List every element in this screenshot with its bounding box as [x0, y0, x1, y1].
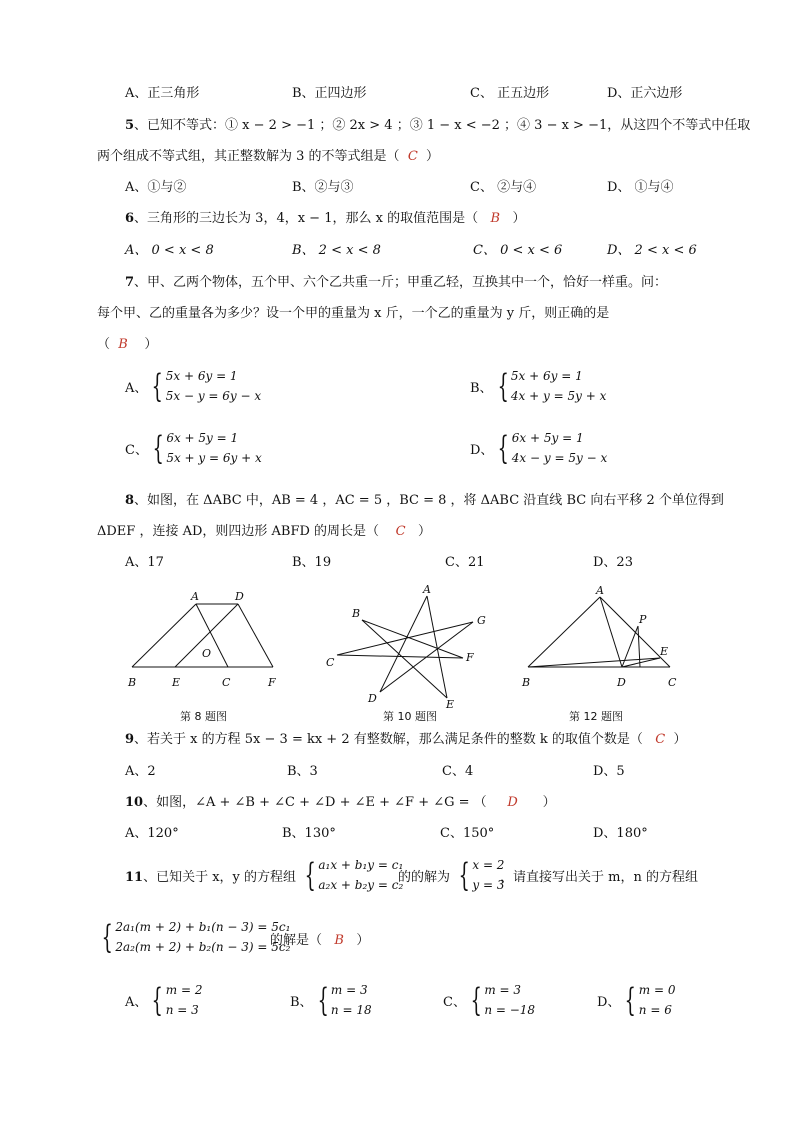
fig8-caption: 第 8 题图 [180, 710, 227, 723]
q11-option-c-label: C、 [443, 994, 466, 1010]
left-brace-icon: { [497, 367, 509, 405]
left-brace-icon: { [304, 856, 316, 894]
fig12-label-c: C [668, 676, 677, 689]
q8-number: 8 [125, 493, 135, 508]
q11-text-a: 、已知关于 x，y 的方程组 [143, 870, 297, 885]
q7-option-a-label: A、 [125, 380, 148, 396]
fig12-label-e: E [660, 645, 669, 658]
fig8-label-d: D [235, 590, 244, 603]
q7-option-a[interactable] [125, 366, 261, 406]
left-brace-icon: { [151, 981, 164, 1019]
fig8-label-a: A [191, 590, 199, 603]
q7-open: （ [97, 337, 111, 352]
q11-option-a-eq1: m = 2 [165, 983, 203, 997]
q7-option-b[interactable] [470, 366, 606, 406]
q8-option-a[interactable]: A、17 [125, 555, 164, 570]
fig10-label-a: A [423, 583, 431, 596]
fig12-label-d: D [617, 676, 626, 689]
q11-option-c-eq2: n = −18 [484, 1003, 536, 1017]
q5-number: 5 [125, 118, 135, 133]
fig12-caption: 第 12 题图 [569, 710, 623, 723]
q11-answer: B [334, 933, 344, 948]
q9-option-d[interactable]: D、5 [593, 764, 625, 779]
q8-answer: C [395, 524, 406, 539]
q7-stem-line3 [97, 333, 157, 352]
q7-answer: B [118, 337, 128, 352]
q11-sys2-eq1: x = 2 [472, 858, 505, 872]
q9-stem [125, 728, 687, 747]
q5-close: ） [426, 149, 440, 164]
fig10-line-bf [362, 620, 463, 658]
q7-option-b-eq1: 5x + 6y = 1 [510, 369, 583, 383]
q11-text-c: ，请直接写出关于 m，n 的方程组 [500, 870, 698, 885]
q7-stem-line2: 每个甲、乙的重量各为多少？设一个甲的重量为 x 斤，一个乙的重量为 y 斤，则正确的是 [97, 306, 610, 321]
q11-text-b: 的的解为 [398, 870, 451, 885]
q10-option-c[interactable]: C、150° [440, 826, 495, 841]
q5-option-b[interactable]: B、②与③ [292, 180, 354, 195]
q11-option-d-eq2: n = 6 [638, 1003, 672, 1017]
q11-option-a-label: A、 [125, 994, 148, 1010]
q11-option-c-eq1: m = 3 [484, 983, 522, 997]
fig10-line-gc [337, 622, 473, 655]
q7-stem-line1 [125, 271, 667, 290]
q11-text-d: 的解是（ [270, 933, 323, 948]
fig8-line-ac [196, 604, 228, 667]
q11-option-b-label: B、 [290, 994, 313, 1010]
fig12-line-dp [622, 626, 638, 667]
q5-option-a[interactable]: A、①与② [125, 180, 187, 195]
q8-close: ） [417, 524, 431, 539]
q11-stem-line1a [125, 866, 296, 885]
fig12-line-be [528, 658, 660, 667]
q7-text1: 、甲、乙两个物体，五个甲、六个乙共重一斤；甲重乙轻，互换其中一个，恰好一样重。问： [134, 275, 668, 290]
q9-option-a[interactable]: A、2 [125, 764, 156, 779]
q6-stem [125, 207, 525, 226]
q7-option-d-eq2: 4x − y = 5y − x [511, 451, 608, 465]
q7-option-a-eq1: 5x + 6y = 1 [165, 369, 238, 383]
q4-option-a[interactable]: A、正三角形 [125, 86, 200, 101]
q6-number: 6 [125, 211, 135, 226]
fig10-line-gd [380, 622, 473, 692]
q10-answer: D [507, 795, 518, 810]
left-brace-icon: { [101, 918, 113, 956]
q7-option-b-label: B、 [470, 380, 493, 396]
q9-option-b[interactable]: B、3 [287, 764, 318, 779]
q7-option-c[interactable] [125, 428, 262, 468]
fig8-label-f: F [268, 676, 276, 689]
q11-system-3 [97, 917, 290, 957]
q6-option-c[interactable]: C、 0 < x < 6 [473, 243, 563, 258]
q11-system-2 [454, 855, 504, 895]
left-brace-icon: { [470, 981, 482, 1019]
q11-option-d-eq1: m = 0 [638, 983, 676, 997]
left-brace-icon: { [498, 429, 510, 467]
q5-text1: 、已知不等式：① x − 2 > −1 ；② 2x > 4 ；③ 1 − x < −2 ；④ 3 − x > −1，从这四个不等式中任取 [134, 118, 751, 133]
q7-close: ） [144, 337, 158, 352]
fig8-label-o: O [202, 647, 212, 660]
q7-option-d-label: D、 [470, 442, 494, 458]
q6-option-d[interactable]: D、 2 < x < 6 [607, 243, 697, 258]
q7-option-b-eq2: 4x + y = 5y + x [510, 389, 607, 403]
q8-option-c[interactable]: C、21 [445, 555, 485, 570]
left-brace-icon: { [317, 981, 329, 1019]
fig12-line-de [622, 658, 660, 667]
left-brace-icon: { [151, 367, 164, 405]
q6-option-a[interactable]: A、 0 < x < 8 [125, 243, 214, 258]
q8-stem-line1 [125, 489, 724, 508]
q9-close: ） [673, 732, 687, 747]
fig10-line-cf [337, 655, 463, 658]
q10-option-d[interactable]: D、180° [593, 826, 648, 841]
fig12-line-ba [528, 597, 600, 667]
fig10-label-c: C [326, 656, 335, 669]
q6-close: ） [512, 211, 526, 226]
fig12-label-p: P [639, 613, 647, 626]
q10-option-a[interactable]: A、120° [125, 826, 179, 841]
fig8-line-df [238, 604, 273, 667]
fig10-label-b: B [352, 607, 361, 620]
q7-option-d-eq1: 6x + 5y = 1 [511, 431, 584, 445]
q11-close: ） [356, 933, 370, 948]
left-brace-icon: { [625, 981, 637, 1019]
q8-option-d[interactable]: D、23 [593, 555, 633, 570]
fig10-label-d: D [368, 692, 377, 705]
fig8-label-c: C [222, 676, 231, 689]
fig8-label-b: B [128, 676, 137, 689]
q10-number: 10 [125, 795, 144, 810]
q9-answer: C [655, 732, 666, 747]
fig10-label-f: F [466, 651, 474, 664]
q7-option-c-eq2: 5x + y = 6y + x [166, 451, 262, 465]
q11-option-a-eq2: n = 3 [165, 1003, 199, 1017]
q8-text1: 、如图，在 ΔABC 中，AB = 4 ，AC = 5 ，BC = 8 ，将 ΔABC 沿直线 BC 向右平移 2 个单位得到 [134, 493, 724, 508]
q10-stem [125, 791, 556, 810]
q7-option-c-label: C、 [125, 442, 148, 458]
q11-option-a[interactable] [125, 980, 202, 1020]
fig10-label-e: E [446, 698, 455, 711]
q7-option-c-eq1: 6x + 5y = 1 [166, 431, 239, 445]
fig12-line-ad [600, 597, 622, 667]
left-brace-icon: { [152, 429, 164, 467]
fig12-line-pc [638, 626, 640, 667]
q4-option-b[interactable]: B、正四边形 [292, 86, 367, 101]
q9-number: 9 [125, 732, 135, 747]
q11-option-c[interactable] [443, 980, 535, 1020]
q5-option-c[interactable]: C、 ②与④ [470, 180, 537, 195]
q11-sys3-eq1: 2a₁(m + 2) + b₁(n − 3) = 5c₁ [115, 920, 291, 934]
fig12-label-a: A [596, 584, 604, 597]
q10-text: 、如图，∠A + ∠B + ∠C + ∠D + ∠E + ∠F + ∠G = （ [143, 795, 487, 810]
q11-option-b-eq2: n = 18 [330, 1003, 372, 1017]
q4-option-d[interactable]: D、正六边形 [607, 86, 683, 101]
q9-text: 、若关于 x 的方程 5x − 3 = kx + 2 有整数解，那么满足条件的整数 k 的取值个数是（ [134, 732, 643, 747]
q11-sys1-eq1: a₁x + b₁y = c₁ [318, 858, 404, 872]
q5-answer: C [407, 149, 418, 164]
left-brace-icon: { [458, 856, 470, 894]
q11-sys2-eq2: y = 3 [472, 878, 505, 892]
q11-stem-line2 [270, 929, 369, 948]
q7-option-a-eq2: 5x − y = 6y − x [165, 389, 262, 403]
q11-option-b-eq1: m = 3 [330, 983, 368, 997]
fig12-label-b: B [522, 676, 531, 689]
q7-number: 7 [125, 275, 135, 290]
fig8-line-ba [132, 604, 196, 667]
fig10-label-g: G [477, 614, 486, 627]
q10-option-b[interactable]: B、130° [282, 826, 336, 841]
q5-text2: 两个组成不等式组，其正整数解为 3 的不等式组是（ [97, 149, 400, 164]
q7-option-d[interactable] [470, 428, 607, 468]
q11-sys1-eq2: a₂x + b₂y = c₂ [318, 878, 404, 892]
q11-system-1 [300, 855, 403, 895]
q11-option-b[interactable] [290, 980, 372, 1020]
q8-text2: ΔDEF ，连接 AD，则四边形 ABFD 的周长是（ [97, 524, 380, 539]
q11-number: 11 [125, 870, 144, 885]
q4-option-c[interactable]: C、 正五边形 [470, 86, 550, 101]
fig10-line-ae [427, 596, 447, 698]
q5-stem-line1 [125, 114, 750, 133]
q11-option-d[interactable] [597, 980, 676, 1020]
q8-option-b[interactable]: B、19 [292, 555, 332, 570]
q9-option-c[interactable]: C、4 [442, 764, 474, 779]
q6-answer: B [490, 211, 501, 226]
q8-stem-line2 [97, 520, 431, 539]
fig10-line-ad [380, 596, 427, 692]
q11-sys3-eq2: 2a₂(m + 2) + b₂(n − 3) = 5c₂ [115, 940, 291, 954]
q11-option-d-label: D、 [597, 994, 621, 1010]
q6-option-b[interactable]: B、 2 < x < 8 [292, 243, 381, 258]
fig8-label-e: E [172, 676, 181, 689]
q10-close: ） [542, 795, 556, 810]
fig10-caption: 第 10 题图 [383, 710, 437, 723]
q6-text: 、三角形的三边长为 3，4，x − 1，那么 x 的取值范围是（ [134, 211, 479, 226]
q5-option-d[interactable]: D、 ①与④ [607, 180, 674, 195]
fig10-line-be [362, 620, 447, 698]
q5-stem-line2 [97, 145, 439, 164]
